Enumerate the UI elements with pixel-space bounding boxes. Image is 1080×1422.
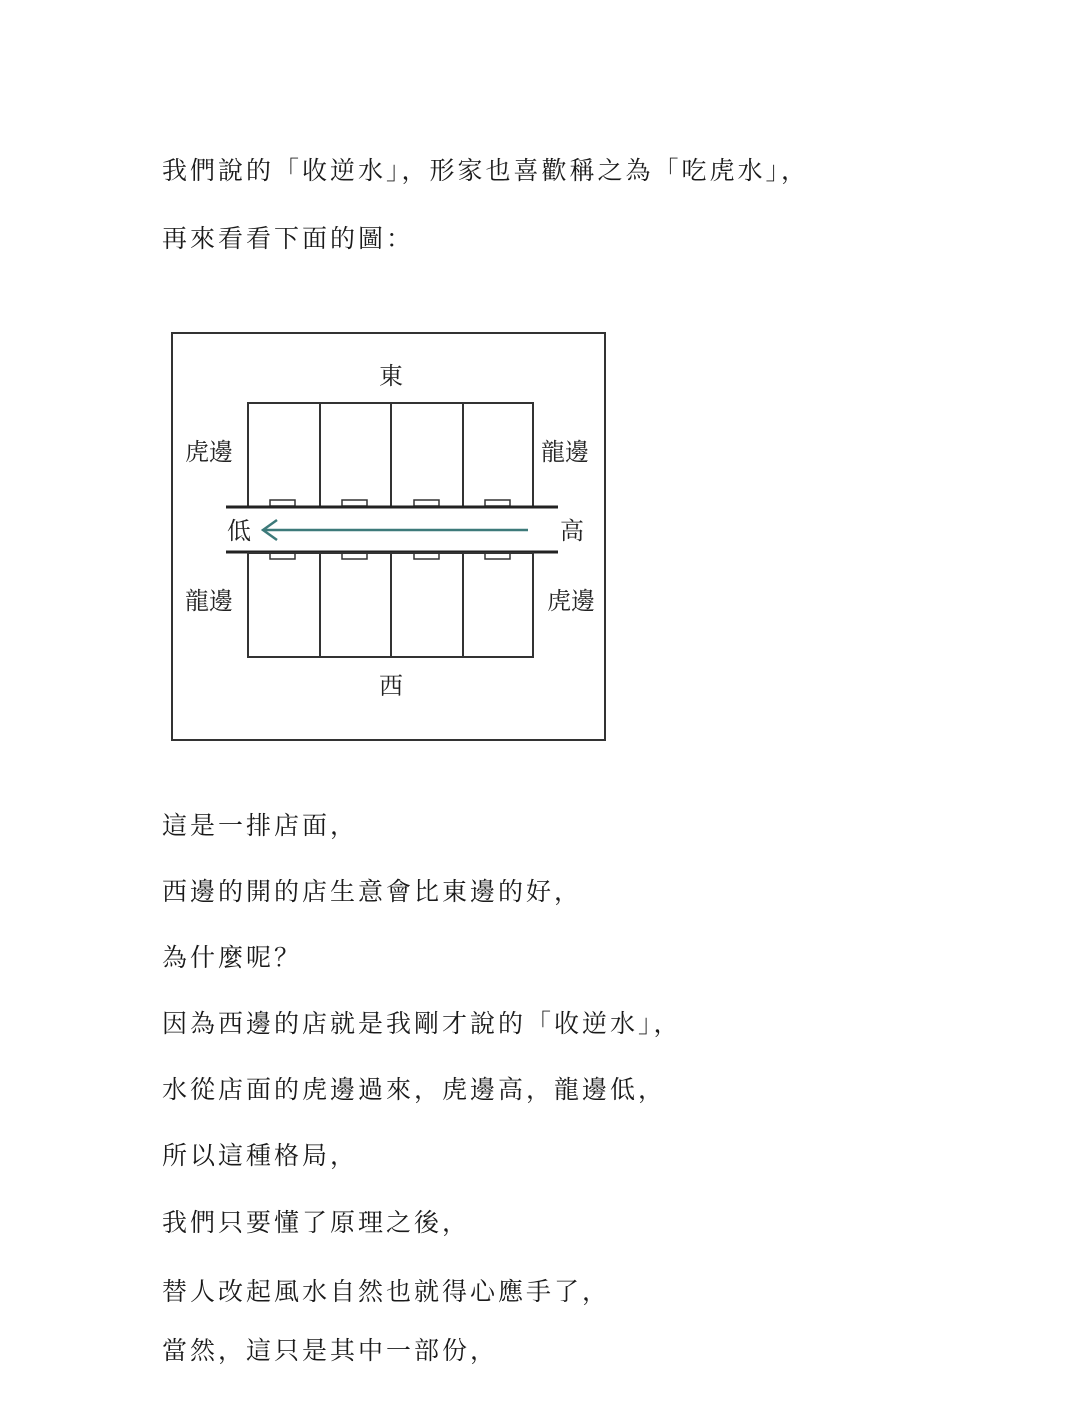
body-line-8: 替人改起風水自然也就得心應手了， bbox=[162, 1277, 611, 1306]
label-low: 低 bbox=[227, 517, 251, 545]
door-top-4 bbox=[485, 500, 510, 506]
label-tiger-side-bottom-right: 虎邊 bbox=[547, 587, 595, 615]
body-line-3: 為什麼呢？ bbox=[162, 943, 303, 972]
label-dragon-side-top-right: 龍邊 bbox=[541, 438, 589, 466]
diagram-svg bbox=[171, 332, 606, 741]
intro-line-2: 再來看看下面的圖： bbox=[162, 224, 415, 253]
door-top-3 bbox=[414, 500, 439, 506]
intro-line-1: 我們說的「收逆水」，形家也喜歡稱之為「吃虎水」， bbox=[162, 156, 810, 185]
body-line-4: 因為西邊的店就是我剛才說的「收逆水」， bbox=[162, 1009, 682, 1038]
door-top-2 bbox=[342, 500, 367, 506]
label-east: 東 bbox=[379, 362, 403, 390]
storefront-diagram bbox=[171, 332, 606, 741]
body-line-5: 水從店面的虎邊過來，虎邊高，龍邊低， bbox=[162, 1075, 667, 1104]
label-west: 西 bbox=[379, 672, 403, 700]
label-dragon-side-bottom-left: 龍邊 bbox=[185, 587, 233, 615]
label-tiger-side-top-left: 虎邊 bbox=[185, 438, 233, 466]
body-line-7: 我們只要懂了原理之後， bbox=[162, 1208, 471, 1237]
body-line-6: 所以這種格局， bbox=[162, 1141, 359, 1170]
body-line-9: 當然，這只是其中一部份， bbox=[162, 1336, 499, 1365]
body-line-2: 西邊的開的店生意會比東邊的好， bbox=[162, 877, 583, 906]
label-high: 高 bbox=[560, 517, 584, 545]
body-line-1: 這是一排店面， bbox=[162, 811, 359, 840]
door-top-1 bbox=[270, 500, 295, 506]
